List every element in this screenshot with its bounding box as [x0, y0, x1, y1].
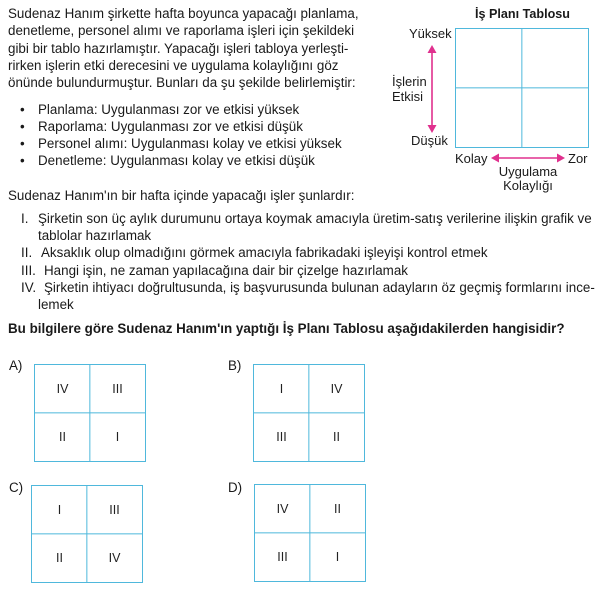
cell-top-right: III	[109, 503, 120, 517]
cell-bottom-left: III	[276, 430, 287, 444]
cell-top-right: II	[334, 502, 341, 516]
cell-bottom-right: IV	[108, 551, 121, 565]
y-axis-low-label: Düşük	[411, 133, 448, 148]
option-d-grid[interactable]	[254, 484, 366, 582]
criteria-list	[20, 101, 342, 169]
option-a-label[interactable]: A)	[9, 358, 23, 373]
cell-top-right: IV	[330, 382, 343, 396]
vertical-double-arrow-icon	[424, 44, 440, 134]
task-list	[22, 210, 602, 313]
criteria-item-reporting: • Raporlama: Uygulanması zor ve etkisi düşük	[20, 118, 342, 135]
y-axis-title: İşlerin Etkisi	[392, 74, 427, 104]
option-b-label[interactable]: B)	[228, 358, 242, 373]
criteria-item-inspection: • Denetleme: Uygulanması kolay ve etkisi düşük	[20, 152, 342, 169]
task-item-1: I. Şirketin son üç aylık durumunu ortaya koymak amacıyla üretim-satış verilerine ilişkin grafik ve tablolar hazırlamak	[21, 211, 592, 244]
cell-top-left: IV	[276, 502, 289, 516]
intro-line: önünde bulundurmuştur. Bunları da şu şekilde belirlemiştir:	[8, 75, 356, 91]
horizontal-double-arrow-icon	[491, 152, 565, 164]
x-axis-left-label: Kolay	[455, 151, 488, 166]
intro-line: denetleme, personel alımı ve raporlama işleri için şekildeki	[8, 23, 355, 39]
option-d-label[interactable]: D)	[228, 480, 243, 495]
cell-top-left: IV	[56, 382, 69, 396]
intro-line: gibi bir tablo hazırlamıştır. Yapacağı işleri tabloya yerleşti-	[8, 40, 349, 56]
option-a-grid[interactable]	[34, 364, 146, 462]
x-axis-title: Uygulama Kolaylığı	[498, 164, 558, 193]
cell-bottom-left: III	[277, 550, 288, 564]
tasks-intro: Sudenaz Hanım'ın bir hafta içinde yapacağı işler şunlardır:	[8, 188, 355, 203]
intro-line: Sudenaz Hanım şirkette hafta boyunca yapacağı planlama,	[8, 6, 359, 21]
intro-line: rirken işlerin etki derecesini ve uygulama kolaylığını göz	[8, 57, 339, 73]
cell-bottom-left: II	[59, 430, 66, 444]
cell-bottom-right: II	[333, 430, 340, 444]
cell-top-left: I	[57, 503, 62, 517]
option-c-label[interactable]: C)	[9, 480, 24, 495]
cell-top-left: I	[279, 382, 284, 396]
option-b-grid[interactable]	[253, 364, 365, 462]
cell-bottom-right: I	[115, 430, 120, 444]
y-axis-high-label: Yüksek	[409, 26, 452, 41]
question-text: Bu bilgilere göre Sudenaz Hanım'ın yaptığı İş Planı Tablosu aşağıdakilerden hangisidir?	[8, 321, 565, 336]
grid-divider-horizontal	[456, 87, 588, 88]
task-item-2: II. Aksaklık olup olmadığını görmek amacıyla fabrikadaki işleyişi kontrol etmek	[21, 245, 488, 261]
option-c-grid[interactable]	[31, 485, 143, 583]
cell-bottom-left: II	[56, 551, 63, 565]
criteria-item-hiring: • Personel alımı: Uygulanması kolay ve etkisi yüksek	[20, 135, 342, 152]
task-item-3: III. Hangi işin, ne zaman yapılacağına dair bir çizelge hazırlamak	[21, 262, 408, 278]
diagram-title: İş Planı Tablosu	[475, 7, 570, 21]
plan-grid	[455, 28, 589, 148]
cell-top-right: III	[112, 382, 123, 396]
task-item-4: IV. Şirketin ihtiyacı doğrultusunda, iş başvurusunda bulunan adayların öz geçmiş formlarını ince-lemek	[21, 279, 595, 313]
x-axis-right-label: Zor	[568, 151, 588, 166]
intro-paragraph	[8, 5, 388, 91]
criteria-item-planning: • Planlama: Uygulanması zor ve etkisi yüksek	[20, 101, 342, 118]
cell-bottom-right: I	[335, 550, 340, 564]
